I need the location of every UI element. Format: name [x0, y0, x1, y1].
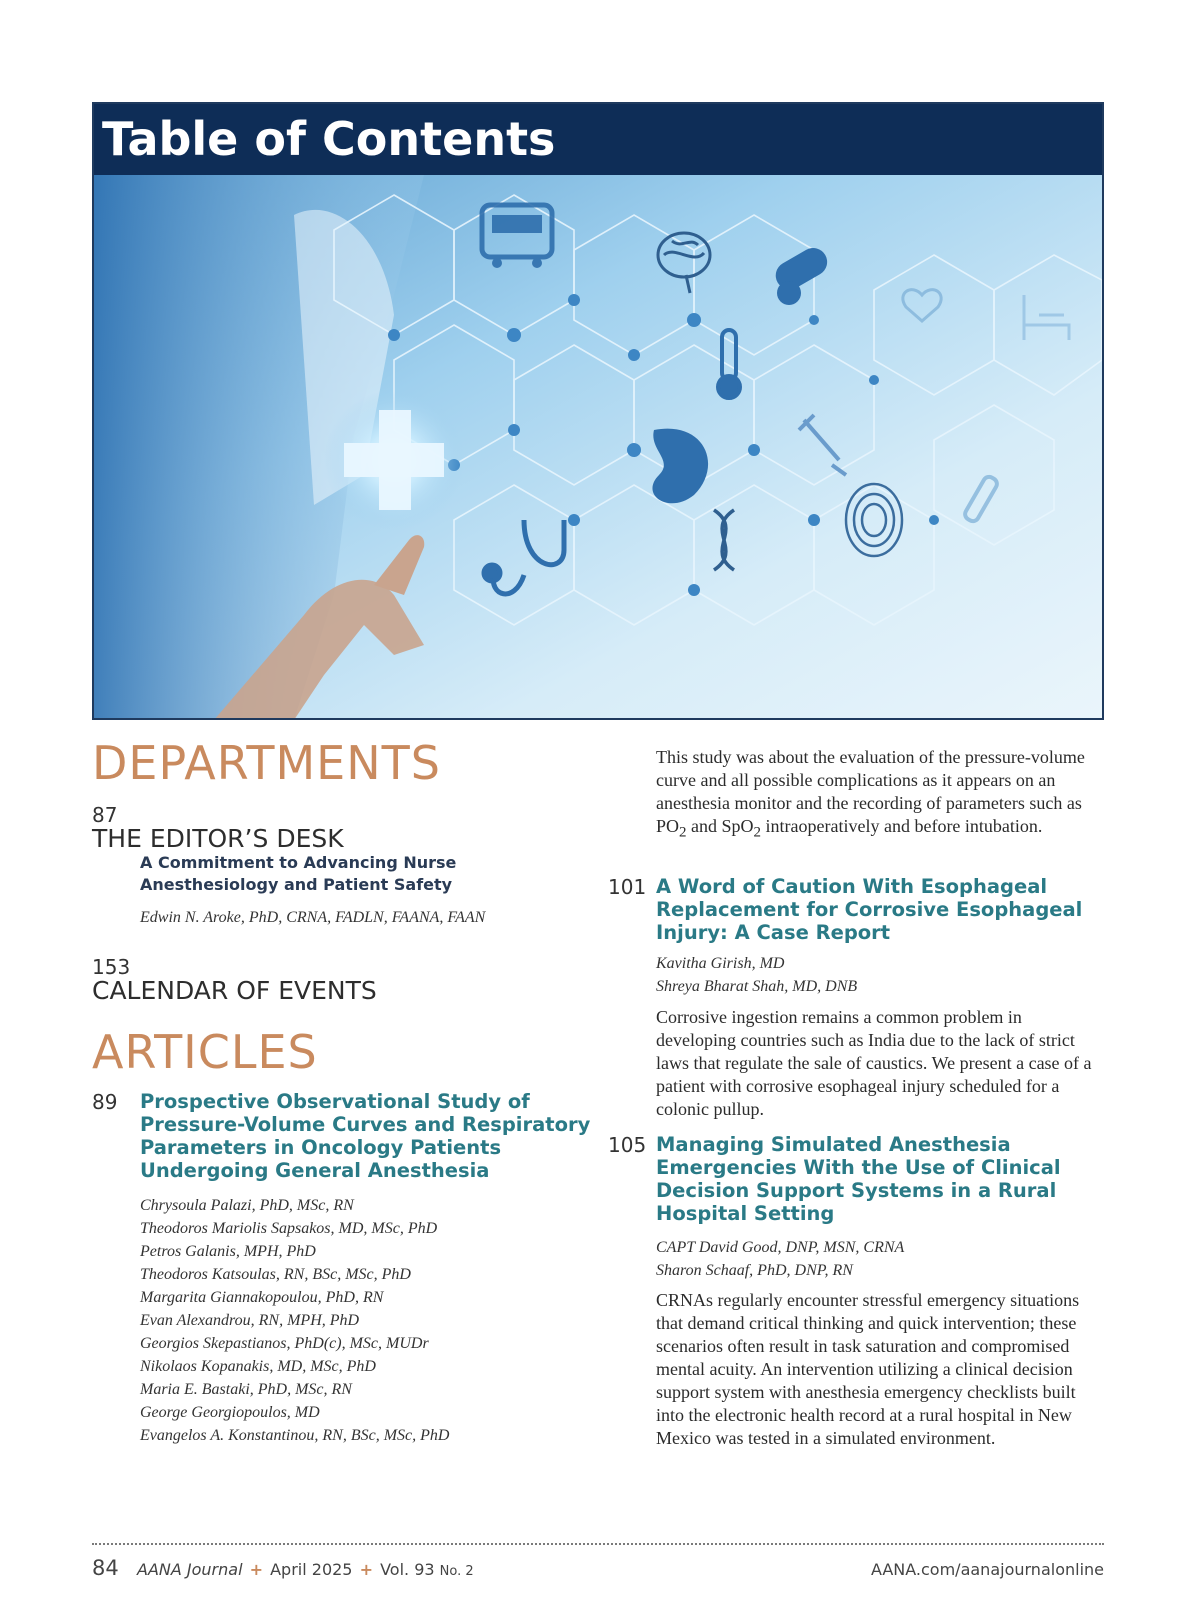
article-page-number: 89: [92, 1090, 118, 1114]
subscript: 2: [753, 824, 762, 841]
articles-heading: ARTICLES: [92, 1025, 318, 1079]
subscript: 2: [679, 824, 687, 841]
author-name: CAPT David Good, DNP, MSN, CRNA: [656, 1239, 905, 1256]
abstract-text: This study was about the evaluation of the pressure-volume curve and all possible complications as it appears on an anesthesia monitor and the recording of parameters such as PO: [656, 747, 1085, 836]
journal-name: AANA Journal: [137, 1560, 243, 1579]
editors-desk-author: Edwin N. Aroke, PhD, CRNA, FADLN, FAANA, FAAN: [140, 909, 486, 926]
author-name: Sharon Schaaf, PhD, DNP, RN: [656, 1262, 853, 1279]
issue-number: No. 2: [439, 1564, 474, 1579]
medical-cross-icon: [324, 390, 464, 530]
author-name: Evan Alexandrou, RN, MPH, PhD: [140, 1312, 360, 1329]
article-page-number: 105: [608, 1133, 647, 1157]
abstract-text: intraoperatively and before intubation.: [761, 816, 1043, 836]
separator-icon: +: [249, 1560, 264, 1579]
author-name: Evangelos A. Konstantinou, RN, BSc, MSc, PhD: [140, 1427, 450, 1444]
author-name: Maria E. Bastaki, PhD, MSc, RN: [140, 1381, 352, 1398]
departments-heading: DEPARTMENTS: [92, 736, 441, 790]
separator-icon: +: [359, 1560, 373, 1579]
author-name: Margarita Giannakopoulou, PhD, RN: [140, 1289, 384, 1306]
footer-divider: [92, 1543, 1104, 1545]
author-name: Shreya Bharat Shah, MD, DNB: [656, 978, 858, 995]
author-name: Petros Galanis, MPH, PhD: [140, 1243, 316, 1260]
hero-image: [94, 175, 1102, 720]
article-title-link[interactable]: A Word of Caution With Esophageal Replacement for Corrosive Esophageal Injury: A Case Report: [656, 875, 1083, 944]
author-name: Chrysoula Palazi, PhD, MSc, RN: [140, 1197, 354, 1214]
author-name: Theodoros Katsoulas, RN, BSc, MSc, PhD: [140, 1266, 411, 1283]
author-name: George Georgiopoulos, MD: [140, 1404, 320, 1421]
article-abstract: CRNAs regularly encounter stressful emergency situations that demand critical thinking and quick intervention; these scenarios often result in task saturation and compromised mental acuity. An intervention utilizing a clinical decision support system with anesthesia emergency checklists built into the electronic health record at a rural hospital in New Mexico was tested in a simulated environment.: [656, 1290, 1080, 1448]
author-name: Nikolaos Kopanakis, MD, MSc, PhD: [140, 1358, 376, 1375]
calendar-page: 153: [92, 955, 131, 979]
article-abstract: Corrosive ingestion remains a common problem in developing countries such as India due to the lack of strict laws that regulate the sale of caustics. We present a case of a patient with corrosive esophageal injury scheduled for a colonic pullup.: [656, 1007, 1092, 1119]
author-name: Kavitha Girish, MD: [656, 955, 785, 972]
article-authors: [656, 952, 1101, 998]
article-authors: [140, 1194, 600, 1447]
author-name: Georgios Skepastianos, PhD(c), MSc, MUDr: [140, 1335, 429, 1352]
volume: Vol. 93: [380, 1560, 435, 1579]
toc-banner: [92, 102, 1104, 720]
calendar-of-events-link[interactable]: CALENDAR OF EVENTS: [92, 976, 377, 1005]
editors-desk-page: 87: [92, 803, 118, 827]
editors-desk-link[interactable]: THE EDITOR’S DESK: [92, 824, 344, 853]
author-name: Theodoros Mariolis Sapsakos, MD, MSc, PhD: [140, 1220, 438, 1237]
article-title-link[interactable]: Managing Simulated Anesthesia Emergencies With the Use of Clinical Decision Support Systems in a Rural Hospital Setting: [656, 1133, 1061, 1225]
footer-journal-info: [137, 1560, 474, 1579]
abstract-text: and SpO: [686, 816, 754, 836]
article-abstract: [656, 746, 1101, 845]
page-title: Table of Contents: [94, 104, 1102, 175]
article-page-number: 101: [608, 875, 647, 899]
editors-desk-subtitle: A Commitment to Advancing Nurse Anesthesiology and Patient Safety: [140, 853, 457, 894]
journal-url-link[interactable]: AANA.com/aanajournalonline: [870, 1560, 1104, 1579]
article-authors: [656, 1236, 1101, 1282]
article-title-link[interactable]: Prospective Observational Study of Pressure-Volume Curves and Respiratory Parameters in Oncology Patients Undergoing General Anesthesia: [140, 1090, 591, 1182]
issue-date: April 2025: [270, 1560, 353, 1579]
footer-page-number: 84: [92, 1556, 119, 1580]
